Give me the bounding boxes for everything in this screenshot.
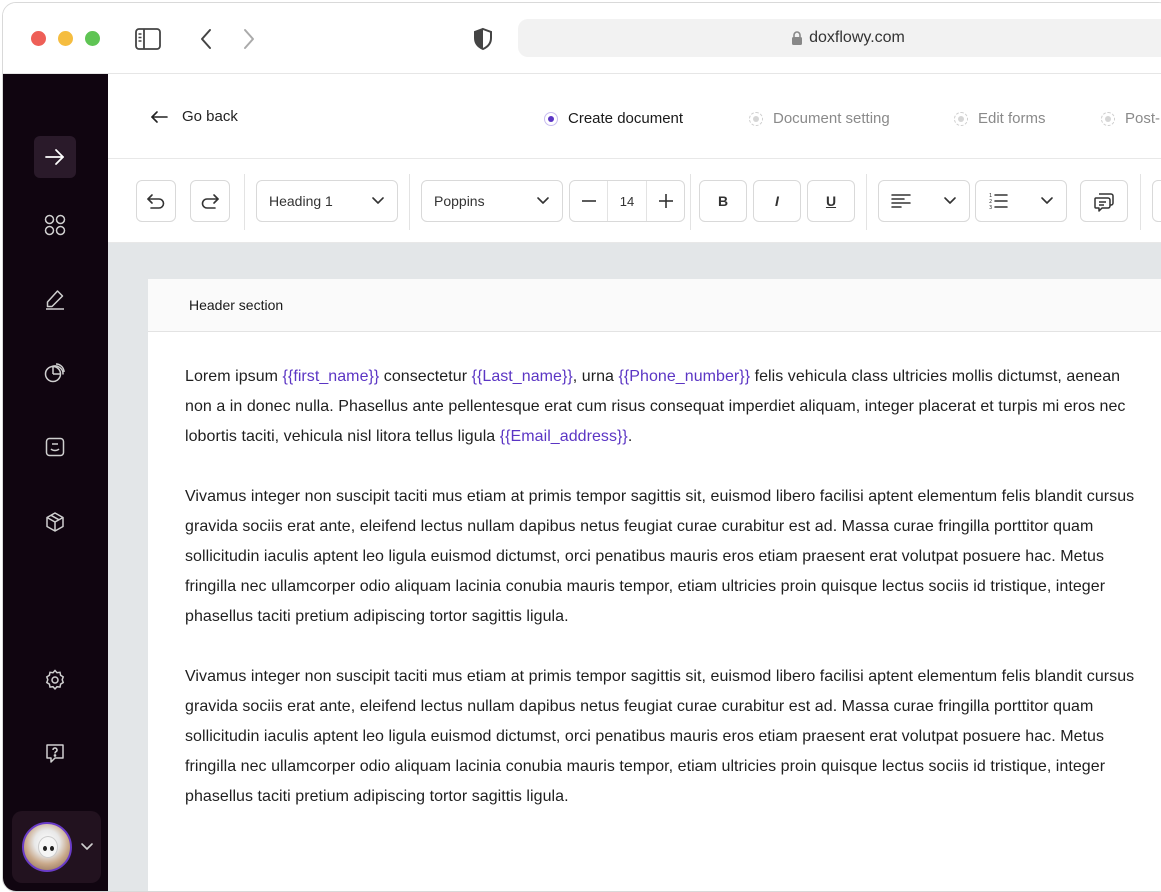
text-align-select[interactable] bbox=[878, 180, 970, 222]
increase-font-size-button[interactable] bbox=[646, 181, 684, 221]
more-tools-button[interactable] bbox=[1152, 180, 1161, 222]
underline-button[interactable]: U bbox=[807, 180, 855, 222]
undo-icon bbox=[146, 193, 166, 209]
undo-button[interactable] bbox=[136, 180, 176, 222]
editor-topbar bbox=[108, 74, 1161, 159]
chevron-down-icon bbox=[80, 842, 94, 852]
user-profile-menu[interactable] bbox=[12, 811, 101, 883]
back-icon[interactable] bbox=[192, 25, 220, 53]
comment-icon bbox=[1093, 190, 1115, 212]
step-indicator-icon bbox=[954, 112, 968, 126]
sidebar-item-settings[interactable] bbox=[34, 659, 76, 701]
url-text: doxflowy.com bbox=[809, 29, 905, 46]
variable-email-address[interactable]: {{Email_address}} bbox=[499, 428, 628, 445]
redo-button[interactable] bbox=[190, 180, 230, 222]
font-size-stepper bbox=[569, 180, 685, 222]
pencil-icon bbox=[43, 287, 67, 311]
app-window bbox=[2, 2, 1161, 892]
bold-button[interactable]: B bbox=[699, 180, 747, 222]
help-icon bbox=[43, 741, 67, 765]
sidebar-item-edit[interactable] bbox=[34, 278, 76, 320]
step-label: Edit forms bbox=[978, 110, 1046, 127]
sidebar-item-documents[interactable] bbox=[34, 352, 76, 394]
step-label: Post- bbox=[1125, 110, 1161, 127]
document-body[interactable] bbox=[148, 332, 1161, 812]
italic-button[interactable]: I bbox=[753, 180, 801, 222]
cube-icon bbox=[43, 510, 67, 534]
comment-button[interactable] bbox=[1080, 180, 1128, 222]
header-section[interactable] bbox=[148, 279, 1161, 332]
step-edit-forms[interactable] bbox=[954, 110, 1046, 127]
sidebar-toggle-icon[interactable] bbox=[134, 25, 162, 53]
step-indicator-icon bbox=[749, 112, 763, 126]
list-style-select[interactable] bbox=[975, 180, 1067, 222]
svg-text:3: 3 bbox=[989, 205, 993, 210]
maximize-window-button[interactable] bbox=[85, 31, 100, 46]
variable-first-name[interactable]: {{first_name}} bbox=[282, 368, 380, 385]
sidebar-item-dashboard[interactable] bbox=[34, 204, 76, 246]
plus-icon bbox=[659, 194, 673, 208]
browser-chrome bbox=[3, 3, 1161, 74]
close-window-button[interactable] bbox=[31, 31, 46, 46]
chevron-down-icon bbox=[371, 196, 385, 206]
paragraph: Vivamus integer non suscipit taciti mus etiam at primis tempor sagittis sit, euismod libero facilisi aptent elementum felis blandit cursus gravida sociis erat ante, eleifend lectus nullam dapibus netus feugiat curae curabitur est ad. Massa curae fringilla porttitor quam sollicitudin iaculis aptent leo ligula euismod dictumst, orci penatibus mauris eros etiam praesent erat volutpat posuere hac. Metus fringilla nec ullamcorper odio aliquam lacinia conubia mauris tempor, etiam ultricies proin quisque lectus sociis id tristique, integer phasellus taciti pretium adipiscing tortor sagittis ligula. bbox=[185, 488, 1135, 625]
font-family-select[interactable] bbox=[421, 180, 563, 222]
sidebar-item-help[interactable] bbox=[34, 732, 76, 774]
svg-text:2: 2 bbox=[989, 199, 993, 205]
document-page[interactable] bbox=[148, 279, 1161, 892]
redo-icon bbox=[200, 193, 220, 209]
numbered-list-icon bbox=[988, 192, 1008, 210]
formatting-toolbar bbox=[108, 160, 1161, 243]
grid-icon bbox=[43, 213, 67, 237]
gear-icon bbox=[43, 668, 67, 692]
step-indicator-icon bbox=[1101, 112, 1115, 126]
arrow-left-icon bbox=[150, 110, 168, 124]
chevron-down-icon bbox=[1040, 196, 1054, 206]
go-back-label: Go back bbox=[182, 108, 238, 125]
align-left-icon bbox=[891, 193, 911, 209]
text-style-select[interactable] bbox=[256, 180, 398, 222]
svg-text:1: 1 bbox=[989, 193, 993, 199]
shield-icon[interactable] bbox=[469, 25, 497, 53]
avatar bbox=[22, 822, 72, 872]
paragraph: Lorem ipsum {{first_name}} consectetur {{Last_name}}, urna {{Phone_number}} felis vehicula class ultricies mollis dictumst, aenean non a in donec nulla. Phasellus ante pellentesque erat cum risus consequat imperdiet aliquam, integer placerat et turpis mi eros nec lobortis taciti, vehicula nisl litora tellus ligula {{Email_address}}. bbox=[185, 368, 1126, 445]
text-style-value: Heading 1 bbox=[269, 193, 333, 209]
sidebar-item-packages[interactable] bbox=[34, 501, 76, 543]
lock-icon bbox=[791, 31, 803, 46]
step-post[interactable] bbox=[1101, 110, 1160, 127]
font-family-value: Poppins bbox=[434, 193, 485, 209]
variable-last-name[interactable]: {{Last_name}} bbox=[471, 368, 573, 385]
documents-icon bbox=[43, 361, 67, 385]
minimize-window-button[interactable] bbox=[58, 31, 73, 46]
font-size-value[interactable]: 14 bbox=[619, 193, 635, 209]
step-label: Create document bbox=[568, 110, 684, 127]
sidebar-item-expand[interactable] bbox=[34, 136, 76, 178]
step-create-document[interactable] bbox=[544, 110, 683, 127]
arrow-right-icon bbox=[44, 148, 66, 166]
chevron-down-icon bbox=[536, 196, 550, 206]
note-icon bbox=[43, 435, 67, 459]
app-sidebar bbox=[3, 74, 108, 892]
forward-icon[interactable] bbox=[235, 25, 263, 53]
sidebar-item-notes[interactable] bbox=[34, 426, 76, 468]
paragraph: Vivamus integer non suscipit taciti mus etiam at primis tempor sagittis sit, euismod libero facilisi aptent elementum felis blandit cursus gravida sociis erat ante, eleifend lectus nullam dapibus netus feugiat curae curabitur est ad. Massa curae fringilla porttitor quam sollicitudin iaculis aptent leo ligula euismod dictumst, orci penatibus mauris eros etiam praesent erat volutpat posuere hac. Metus fringilla nec ullamcorper odio aliquam lacinia conubia mauris tempor, etiam ultricies proin quisque lectus sociis id tristique, integer phasellus taciti pretium adipiscing tortor sagittis ligula. bbox=[185, 668, 1135, 805]
decrease-font-size-button[interactable] bbox=[570, 181, 608, 221]
header-section-label: Header section bbox=[189, 297, 284, 313]
step-document-setting[interactable] bbox=[749, 110, 890, 127]
address-bar[interactable] bbox=[518, 19, 1161, 57]
go-back-button[interactable] bbox=[150, 108, 238, 125]
chevron-down-icon bbox=[943, 196, 957, 206]
variable-phone-number[interactable]: {{Phone_number}} bbox=[618, 368, 751, 385]
step-active-indicator-icon bbox=[544, 112, 558, 126]
step-label: Document setting bbox=[773, 110, 890, 127]
minus-icon bbox=[582, 200, 596, 202]
